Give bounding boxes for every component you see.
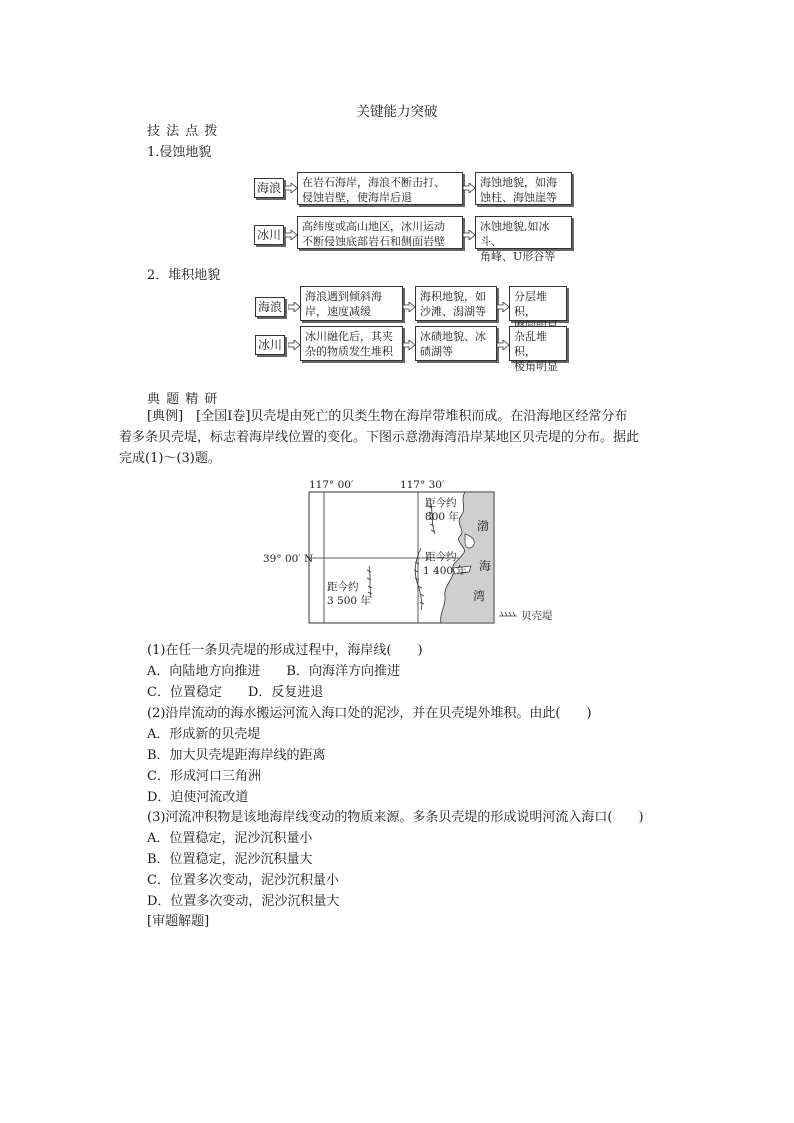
arrow-icon — [497, 340, 509, 350]
question-3-option-c: C．位置多次变动，泥沙沉积量小 — [147, 873, 339, 888]
legend-shell-ridge-icon — [499, 612, 517, 616]
question-2-stem: (2)沿岸流动的海水搬运河流入海口处的泥沙，并在贝壳堤外堆积。由此( ) — [147, 706, 592, 721]
arrow-icon — [497, 302, 509, 312]
text-line: 冰蚀地貌,如冰斗、 — [480, 220, 550, 248]
text-line: 不断侵蚀底部岩石和侧面岩壁 — [302, 235, 445, 248]
erosion-heading: 1.侵蚀地貌 — [147, 145, 212, 160]
lon-label-117-30: 117° 30′ — [400, 479, 445, 491]
arrow-icon — [285, 230, 297, 240]
question-2-option-b: B．加大贝壳堤距海岸线的距离 — [147, 748, 326, 763]
arrow-icon — [463, 183, 475, 193]
text-line: [典例] [全国Ⅰ卷]贝壳堤由死亡的贝类生物在海岸带堆积而成。在沿海地区经常分布 — [147, 409, 628, 424]
arrow-icon — [285, 183, 297, 193]
text-line: 海浪遇到倾斜海 — [305, 290, 382, 303]
text-line: 分层堆积， — [514, 290, 547, 318]
erosion-wave-result — [475, 172, 572, 205]
section-technique-heading: 技 法 点 拨 — [147, 124, 219, 139]
text-line: 棱角明显 — [514, 360, 558, 373]
arrow-icon — [463, 230, 475, 240]
label-800-line1: 距今约 — [425, 497, 457, 509]
erosion-glacier-result — [475, 216, 572, 263]
text-line: 海蚀地貌，如海 — [480, 176, 557, 189]
text-line: 岸，速度减缓 — [305, 305, 371, 318]
arrow-icon — [403, 302, 415, 312]
label-1400-line1: 距今约 — [425, 551, 457, 563]
deposit-label-glacier: 冰川 — [255, 335, 285, 355]
text-line: 着多条贝壳堤，标志着海岸线位置的变化。下图示意渤海湾沿岸某地区贝壳堤的分布。据此 — [119, 430, 640, 445]
label-3500-line2: 3 500 年 — [327, 595, 371, 607]
sea-label-hai: 海 — [479, 559, 492, 573]
erosion-label-wave: 海浪 — [254, 178, 284, 198]
deposit-glacier-result — [415, 326, 497, 361]
text-line: 海积地貌，如 — [420, 290, 486, 303]
analysis-heading: [审题解题] — [147, 914, 210, 929]
deposit-heading: 2．堆积地貌 — [147, 268, 221, 283]
text-line: 冰碛地貌、冰 — [420, 330, 486, 343]
question-1-options-cd: C．位置稳定 D．反复进退 — [147, 685, 324, 700]
erosion-label-glacier: 冰川 — [254, 225, 284, 245]
shell-ridge-map — [255, 478, 595, 628]
page-title: 关键能力突破 — [356, 104, 438, 120]
text-line: 沙滩、潟湖等 — [420, 305, 486, 318]
question-3-stem: (3)河流冲积物是该地海岸线变动的物质来源。多条贝壳堤的形成说明河流入海口( ) — [147, 810, 644, 825]
example-text — [119, 406, 699, 469]
question-1-stem: (1)在任一条贝壳堤的形成过程中，海岸线( ) — [147, 643, 423, 658]
text-line: 角峰、U形谷等 — [480, 250, 556, 263]
text-line: 杂的物质发生堆积 — [305, 345, 393, 358]
text-line: 完成(1)～(3)题。 — [119, 451, 221, 466]
erosion-wave-process — [297, 172, 463, 205]
question-3-option-d: D．位置多次变动，泥沙沉积量大 — [147, 894, 340, 909]
deposit-wave-feature — [509, 286, 567, 321]
question-2-option-d: D．迫使河流改道 — [147, 790, 249, 805]
text-line: 碛湖等 — [420, 345, 453, 358]
text-line: 侵蚀岩壁，使海岸后退 — [302, 191, 412, 204]
text-line: 冰川融化后，其夹 — [305, 330, 393, 343]
sea-label-wan: 湾 — [473, 589, 486, 603]
deposit-wave-process — [300, 286, 403, 321]
arrow-icon — [288, 340, 300, 350]
question-2-option-a: A．形成新的贝壳堤 — [147, 727, 261, 742]
text-line: 高纬度或高山地区，冰川运动 — [302, 220, 445, 233]
deposit-label-wave: 海浪 — [255, 297, 285, 317]
question-3-option-b: B．位置稳定，泥沙沉积量大 — [147, 852, 313, 867]
question-2-option-c: C．形成河口三角洲 — [147, 769, 261, 784]
deposit-glacier-feature — [509, 326, 567, 373]
lat-label-39-00: 39° 00′ N — [263, 553, 314, 565]
deposit-wave-result — [415, 286, 497, 321]
text-line: 在岩石海岸，海浪不断击打、 — [302, 176, 445, 189]
question-3-option-a: A．位置稳定，泥沙沉积量小 — [147, 831, 313, 846]
label-800-line2: 800 年 — [425, 511, 459, 523]
arrow-icon — [288, 302, 300, 312]
label-1400-line2: 1 400 年 — [423, 565, 467, 577]
section-example-heading: 典 题 精 研 — [147, 392, 219, 407]
text-line: 蚀柱、海蚀崖等 — [480, 191, 557, 204]
arrow-icon — [403, 340, 415, 350]
sea-label-bo: 渤 — [477, 519, 490, 533]
label-3500-line1: 距今约 — [327, 581, 359, 593]
lon-label-117-00: 117° 00′ — [309, 479, 354, 491]
question-1-options-ab: A．向陆地方向推进 B．向海洋方向推进 — [147, 664, 400, 679]
erosion-glacier-process — [297, 216, 463, 249]
deposit-glacier-process — [300, 326, 403, 361]
text-line: 杂乱堆积， — [514, 330, 547, 358]
legend-label: 贝壳堤 — [521, 610, 553, 622]
